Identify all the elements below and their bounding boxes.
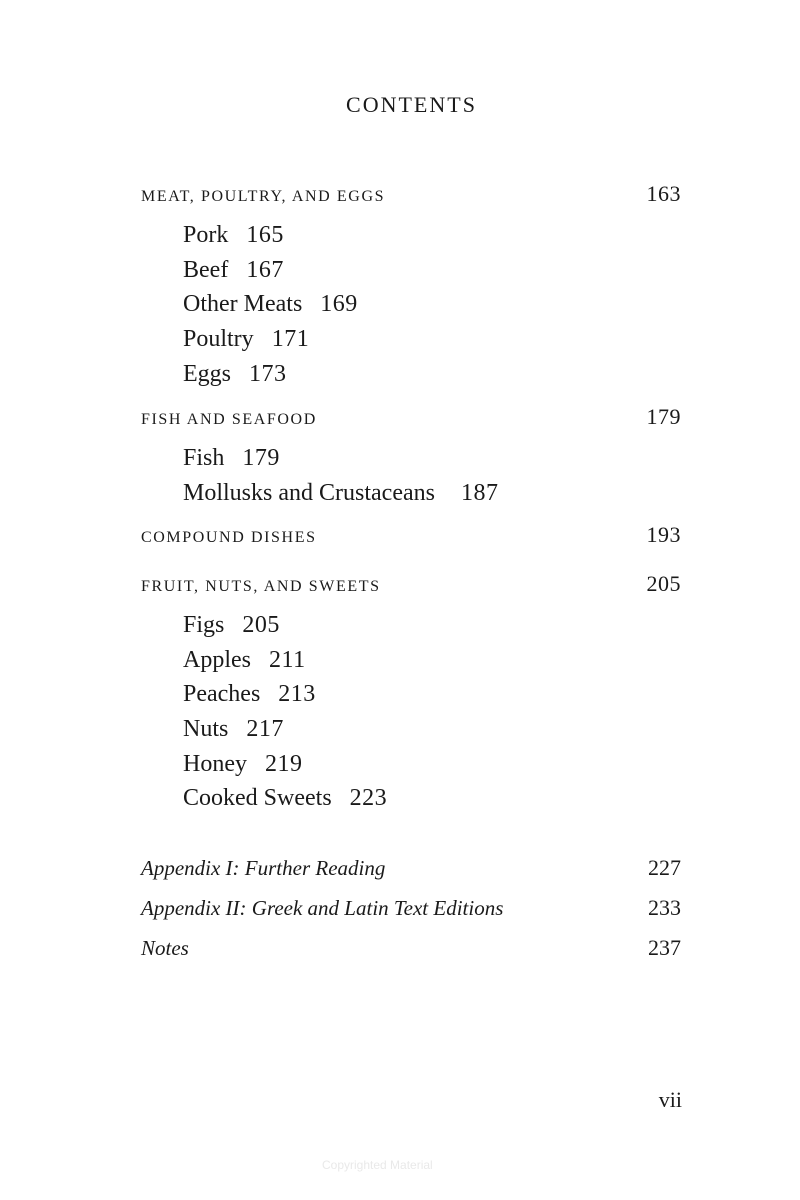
subsection-list <box>141 218 681 391</box>
toc-section-compound-dishes <box>141 522 681 546</box>
toc-entry[interactable] <box>183 287 681 322</box>
toc-entry[interactable] <box>183 476 681 511</box>
section-title: FRUIT, NUTS, AND SWEETS <box>141 578 381 595</box>
toc-entry[interactable] <box>183 322 681 357</box>
entry-page-number: 211 <box>269 646 306 673</box>
appendix-page-number: 233 <box>648 895 681 920</box>
appendix-label: Notes <box>141 936 189 960</box>
toc-entry[interactable] <box>183 712 681 747</box>
section-title: COMPOUND DISHES <box>141 529 317 546</box>
entry-label: Honey <box>183 750 247 777</box>
entry-label: Figs <box>183 612 225 638</box>
toc-entry[interactable] <box>183 677 681 712</box>
entry-label: Apples <box>183 646 251 673</box>
section-page-number: 193 <box>646 522 681 547</box>
entry-page-number: 187 <box>460 479 499 506</box>
entry-label: Eggs <box>183 360 231 387</box>
toc-notes[interactable] <box>141 935 681 961</box>
toc-entry[interactable] <box>183 608 681 643</box>
toc-entry[interactable] <box>183 643 681 678</box>
entry-page-number: 165 <box>246 222 284 248</box>
toc-entry[interactable] <box>183 441 681 476</box>
folio-page-number: vii <box>658 1087 682 1112</box>
entry-page-number: 223 <box>349 785 388 812</box>
entry-page-number: 173 <box>249 360 287 387</box>
section-heading[interactable] <box>141 571 681 595</box>
copyright-watermark: Copyrighted Material <box>322 1158 433 1172</box>
entry-label: Other Meats <box>183 291 303 318</box>
toc-entry[interactable] <box>183 253 681 288</box>
section-page-number: 163 <box>646 181 681 206</box>
toc-entry[interactable] <box>183 747 681 782</box>
toc-entry[interactable] <box>183 357 681 392</box>
entry-label: Pork <box>183 222 229 248</box>
entry-label: Poultry <box>183 326 254 353</box>
entry-label: Mollusks and Crustaceans <box>183 479 435 506</box>
entry-page-number: 167 <box>246 256 284 283</box>
appendix-page-number: 227 <box>648 855 681 880</box>
section-title: FISH AND SEAFOOD <box>141 411 317 428</box>
toc-entry[interactable] <box>183 218 681 253</box>
entry-page-number: 217 <box>246 716 284 743</box>
toc-section-fruit-nuts-sweets <box>141 571 681 816</box>
entry-page-number: 213 <box>278 681 316 708</box>
subsection-list <box>141 608 681 816</box>
entry-page-number: 205 <box>242 612 280 638</box>
section-heading[interactable] <box>141 404 681 428</box>
entry-page-number: 179 <box>242 445 280 471</box>
entry-label: Peaches <box>183 681 261 708</box>
toc-appendix-text-editions[interactable] <box>141 895 681 921</box>
entry-label: Fish <box>183 445 225 471</box>
section-title: MEAT, POULTRY, AND EGGS <box>141 188 386 205</box>
entry-page-number: 169 <box>320 291 358 318</box>
toc-section-meat-poultry-eggs <box>141 181 681 391</box>
toc-entry[interactable] <box>183 781 681 816</box>
entry-label: Beef <box>183 256 229 283</box>
entry-page-number: 219 <box>264 750 303 777</box>
appendix-label: Appendix II: Greek and Latin Text Editions <box>141 896 504 920</box>
section-heading[interactable] <box>141 181 681 205</box>
toc-section-fish-seafood <box>141 404 681 510</box>
section-page-number: 205 <box>646 571 681 596</box>
appendix-label: Appendix I: Further Reading <box>141 856 386 880</box>
page-title: CONTENTS <box>346 92 477 117</box>
appendix-page-number: 237 <box>648 935 681 960</box>
subsection-list <box>141 441 681 510</box>
section-page-number: 179 <box>646 404 681 429</box>
toc-appendix-further-reading[interactable] <box>141 855 681 881</box>
entry-label: Cooked Sweets <box>183 785 332 812</box>
entry-page-number: 171 <box>271 326 310 353</box>
entry-label: Nuts <box>183 716 229 743</box>
section-heading[interactable] <box>141 522 681 546</box>
